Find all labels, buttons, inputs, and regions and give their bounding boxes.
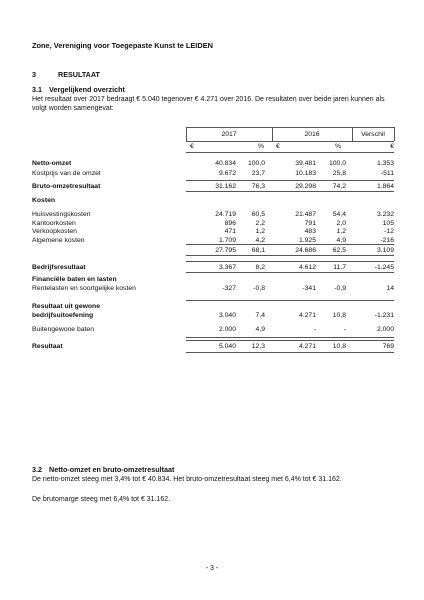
table-rule xyxy=(186,191,394,192)
table-cell: -511 xyxy=(380,170,394,177)
table-cell: 60,5 xyxy=(251,211,265,218)
table-row-label: Financiële baten en lasten xyxy=(32,276,117,283)
table-row-label: Huisvestingskosten xyxy=(32,211,91,218)
table-row-label: Kostprijs van de omzet xyxy=(32,170,101,177)
table-rule xyxy=(186,255,394,256)
table-cell: - xyxy=(313,326,316,333)
table-cell: 4,9 xyxy=(255,326,265,333)
table-cell: 791 xyxy=(304,220,316,227)
table-cell: 10,8 xyxy=(332,312,346,319)
table-rule xyxy=(186,352,394,353)
table-rule xyxy=(186,261,394,262)
subsection-title: Vergelijkend overzicht xyxy=(49,85,125,94)
table-rule xyxy=(186,180,394,181)
section-title: RESULTAAT xyxy=(58,70,100,79)
table-rule xyxy=(186,272,394,273)
table-cell: 29.298 xyxy=(295,183,316,190)
table-cell: 9.672 xyxy=(218,170,236,177)
table-cell: 4,2 xyxy=(255,237,265,244)
table-unit-header: € xyxy=(276,143,280,150)
table-cell: 4.612 xyxy=(298,264,316,271)
table-cell: 40.834 xyxy=(215,160,236,167)
table-cell: -1.231 xyxy=(374,312,394,319)
table-row-label: Netto-omzet xyxy=(32,160,72,167)
table-cell: 2,2 xyxy=(255,220,265,227)
table-cell: -12 xyxy=(384,228,394,235)
table-cell: 1.925 xyxy=(298,237,316,244)
subsection-heading-3-1 xyxy=(32,85,125,94)
table-row-label: Kosten xyxy=(32,197,56,204)
table-cell: 471 xyxy=(224,228,236,235)
table-cell: -341 xyxy=(302,285,316,292)
table-cell: 10,8 xyxy=(332,343,346,350)
table-cell: 8,2 xyxy=(255,264,265,271)
table-rule xyxy=(186,340,394,341)
table-col-header: 2017 xyxy=(221,131,237,138)
table-cell: 2.000 xyxy=(218,326,236,333)
intro-paragraph: Het resultaat over 2017 bedraagt € 5.040 tegenover € 4.271 over 2016. De resultaten over beide jaren kunnen als volgt worden samengevat: xyxy=(32,96,385,112)
subsection-number: 3.2 xyxy=(32,465,42,474)
table-cell: 14 xyxy=(386,285,394,292)
table-cell: 39.481 xyxy=(295,160,316,167)
table-unit-header: € xyxy=(190,143,194,150)
table-cell: 68,1 xyxy=(251,247,265,254)
table-cell: 62,5 xyxy=(332,247,346,254)
table-unit-header: € xyxy=(390,143,394,150)
table-cell: 31.162 xyxy=(215,183,236,190)
table-row-label: Resultaat xyxy=(32,343,63,350)
page-number: - 3 - xyxy=(205,565,219,572)
table-rule xyxy=(186,127,394,128)
table-cell: 21.487 xyxy=(295,211,316,218)
table-rule xyxy=(186,337,394,338)
table-cell: 12,3 xyxy=(251,343,265,350)
table-cell: 76,3 xyxy=(251,183,265,190)
table-unit-header: % xyxy=(334,143,341,150)
table-cell: 100,0 xyxy=(328,160,346,167)
table-cell: 3.040 xyxy=(218,312,236,319)
table-cell: 27.795 xyxy=(215,247,236,254)
table-row-label: Rentelasten en soortgelijke kosten xyxy=(32,285,136,292)
table-cell: 105 xyxy=(382,220,394,227)
section-heading xyxy=(32,70,100,79)
table-cell: 11,7 xyxy=(333,264,346,271)
subsection-heading-3-2 xyxy=(32,465,174,474)
table-cell: 3.232 xyxy=(376,211,394,218)
table-rule xyxy=(186,152,394,153)
table-cell: 1,2 xyxy=(336,228,346,235)
table-cell: -0,8 xyxy=(253,285,265,292)
table-row-label: Resultaat uit gewone xyxy=(32,303,100,310)
table-cell: -327 xyxy=(222,285,236,292)
table-cell: 4.271 xyxy=(298,312,316,319)
table-rule xyxy=(186,141,394,142)
table-rule xyxy=(186,300,394,301)
table-cell: 769 xyxy=(382,343,394,350)
revenue-paragraph: De netto-omzet steeg met 3,4% tot € 40.834. Het bruto-omzetresultaat steeg met 6,4% tot € 31.162. xyxy=(32,476,342,483)
table-cell: 74,2 xyxy=(332,183,346,190)
table-row-label: Kantoorkosten xyxy=(32,220,76,227)
table-cell: 10.183 xyxy=(295,170,316,177)
table-cell: 24.686 xyxy=(295,247,316,254)
table-row-label: Verkoopkosten xyxy=(32,228,77,235)
table-unit-header: % xyxy=(257,143,264,150)
table-cell: 2,0 xyxy=(336,220,346,227)
table-cell: 25,8 xyxy=(332,170,346,177)
table-cell: 4.271 xyxy=(298,343,316,350)
table-cell: -0,9 xyxy=(334,285,346,292)
table-cell: 483 xyxy=(304,228,316,235)
table-row-label: Algemene kosten xyxy=(32,237,85,244)
table-cell: -216 xyxy=(380,237,394,244)
table-cell: 1,2 xyxy=(255,228,265,235)
table-row-label: Bruto-omzetresultaat xyxy=(32,183,101,190)
table-col-header: 2016 xyxy=(304,131,320,138)
table-cell: 4,9 xyxy=(336,237,346,244)
table-row-label: bedrijfsuitoefening xyxy=(32,312,94,319)
table-cell: 2.000 xyxy=(376,326,394,333)
subsection-title: Netto-omzet en bruto-omzetresultaat xyxy=(49,465,175,474)
table-row-label: Buitengewone baten xyxy=(32,326,94,333)
organization-header: Zone, Vereniging voor Toegepaste Kunst te LEIDEN xyxy=(32,41,213,50)
table-cell: 54,4 xyxy=(332,211,346,218)
table-cell: 3.109 xyxy=(376,247,394,254)
table-cell: 1.353 xyxy=(376,160,394,167)
table-cell: 100,0 xyxy=(247,160,265,167)
table-cell: 3.367 xyxy=(218,264,236,271)
table-rule xyxy=(394,127,395,141)
table-col-header: Verschil xyxy=(361,131,385,138)
table-cell: -1.245 xyxy=(374,264,394,271)
section-number: 3 xyxy=(32,70,36,79)
table-cell: 1.864 xyxy=(376,183,394,190)
table-cell: 24.719 xyxy=(215,211,236,218)
subsection-number: 3.1 xyxy=(32,85,42,94)
table-cell: 1.709 xyxy=(218,237,236,244)
table-cell: 7,4 xyxy=(255,312,265,319)
table-cell: - xyxy=(343,326,346,333)
table-cell: 5.040 xyxy=(218,343,236,350)
table-cell: 896 xyxy=(224,220,236,227)
table-row-label: Bedrijfsresultaat xyxy=(32,264,86,271)
margin-paragraph: De brutomarge steeg met 6,4% tot € 31.162. xyxy=(32,496,171,503)
table-cell: 23,7 xyxy=(251,170,265,177)
